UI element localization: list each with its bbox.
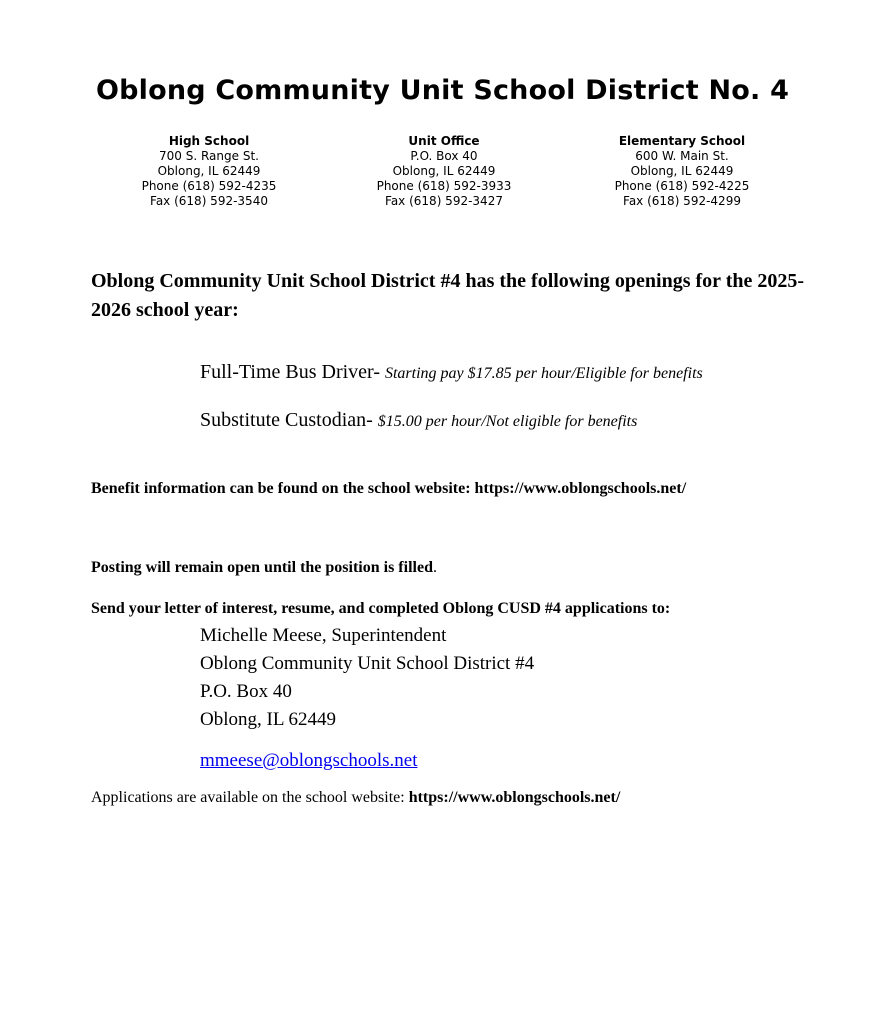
office-name: High School [168, 134, 250, 148]
applications-note [91, 789, 620, 807]
office-phone: Phone (618) 592-4225 [614, 179, 750, 193]
office-city: Oblong, IL 62449 [392, 164, 496, 178]
unit-office-info [314, 134, 574, 209]
posting-note [91, 559, 437, 577]
office-phone: Phone (618) 592-4235 [141, 179, 277, 193]
job-substitute-custodian [200, 409, 637, 432]
applications-text: Applications are available on the school website: [91, 789, 409, 806]
contact-name: Michelle Meese, Superintendent [200, 625, 447, 646]
office-address: P.O. Box 40 [410, 149, 478, 163]
office-city: Oblong, IL 62449 [630, 164, 734, 178]
office-address: 600 W. Main St. [635, 149, 729, 163]
office-phone: Phone (618) 592-3933 [376, 179, 512, 193]
contact-city: Oblong, IL 62449 [200, 709, 336, 730]
job-title: Full-Time Bus Driver- [200, 361, 380, 383]
contact-box: P.O. Box 40 [200, 681, 292, 702]
elementary-school-info [552, 134, 812, 209]
contact-org: Oblong Community Unit School District #4 [200, 653, 535, 674]
office-fax: Fax (618) 592-3540 [150, 194, 268, 208]
benefit-note: Benefit information can be found on the school website: https://www.oblongschools.net/ [91, 480, 687, 497]
office-address: 700 S. Range St. [159, 149, 259, 163]
high-school-info [79, 134, 339, 209]
job-detail: Starting pay $17.85 per hour/Eligible for benefits [384, 365, 703, 382]
office-fax: Fax (618) 592-3427 [385, 194, 503, 208]
contact-email-link[interactable]: mmeese@oblongschools.net [200, 750, 418, 771]
posting-note-text: Posting will remain open until the position is filled [91, 559, 433, 576]
posting-note-period: . [432, 559, 437, 576]
office-city: Oblong, IL 62449 [157, 164, 261, 178]
job-detail: $15.00 per hour/Not eligible for benefits [377, 413, 638, 430]
office-name: Elementary School [618, 134, 746, 148]
applications-url: https://www.oblongschools.net/ [408, 789, 621, 806]
page-title: Oblong Community Unit School District No. 4 [95, 75, 790, 106]
job-bus-driver [200, 361, 703, 384]
office-fax: Fax (618) 592-4299 [623, 194, 741, 208]
send-note: Send your letter of interest, resume, and completed Oblong CUSD #4 applications to: [91, 600, 671, 617]
openings-intro: Oblong Community Unit School District #4 has the following openings for the 2025-2026 school year: [91, 270, 805, 321]
job-title: Substitute Custodian- [200, 409, 373, 431]
office-name: Unit Office [408, 134, 480, 148]
